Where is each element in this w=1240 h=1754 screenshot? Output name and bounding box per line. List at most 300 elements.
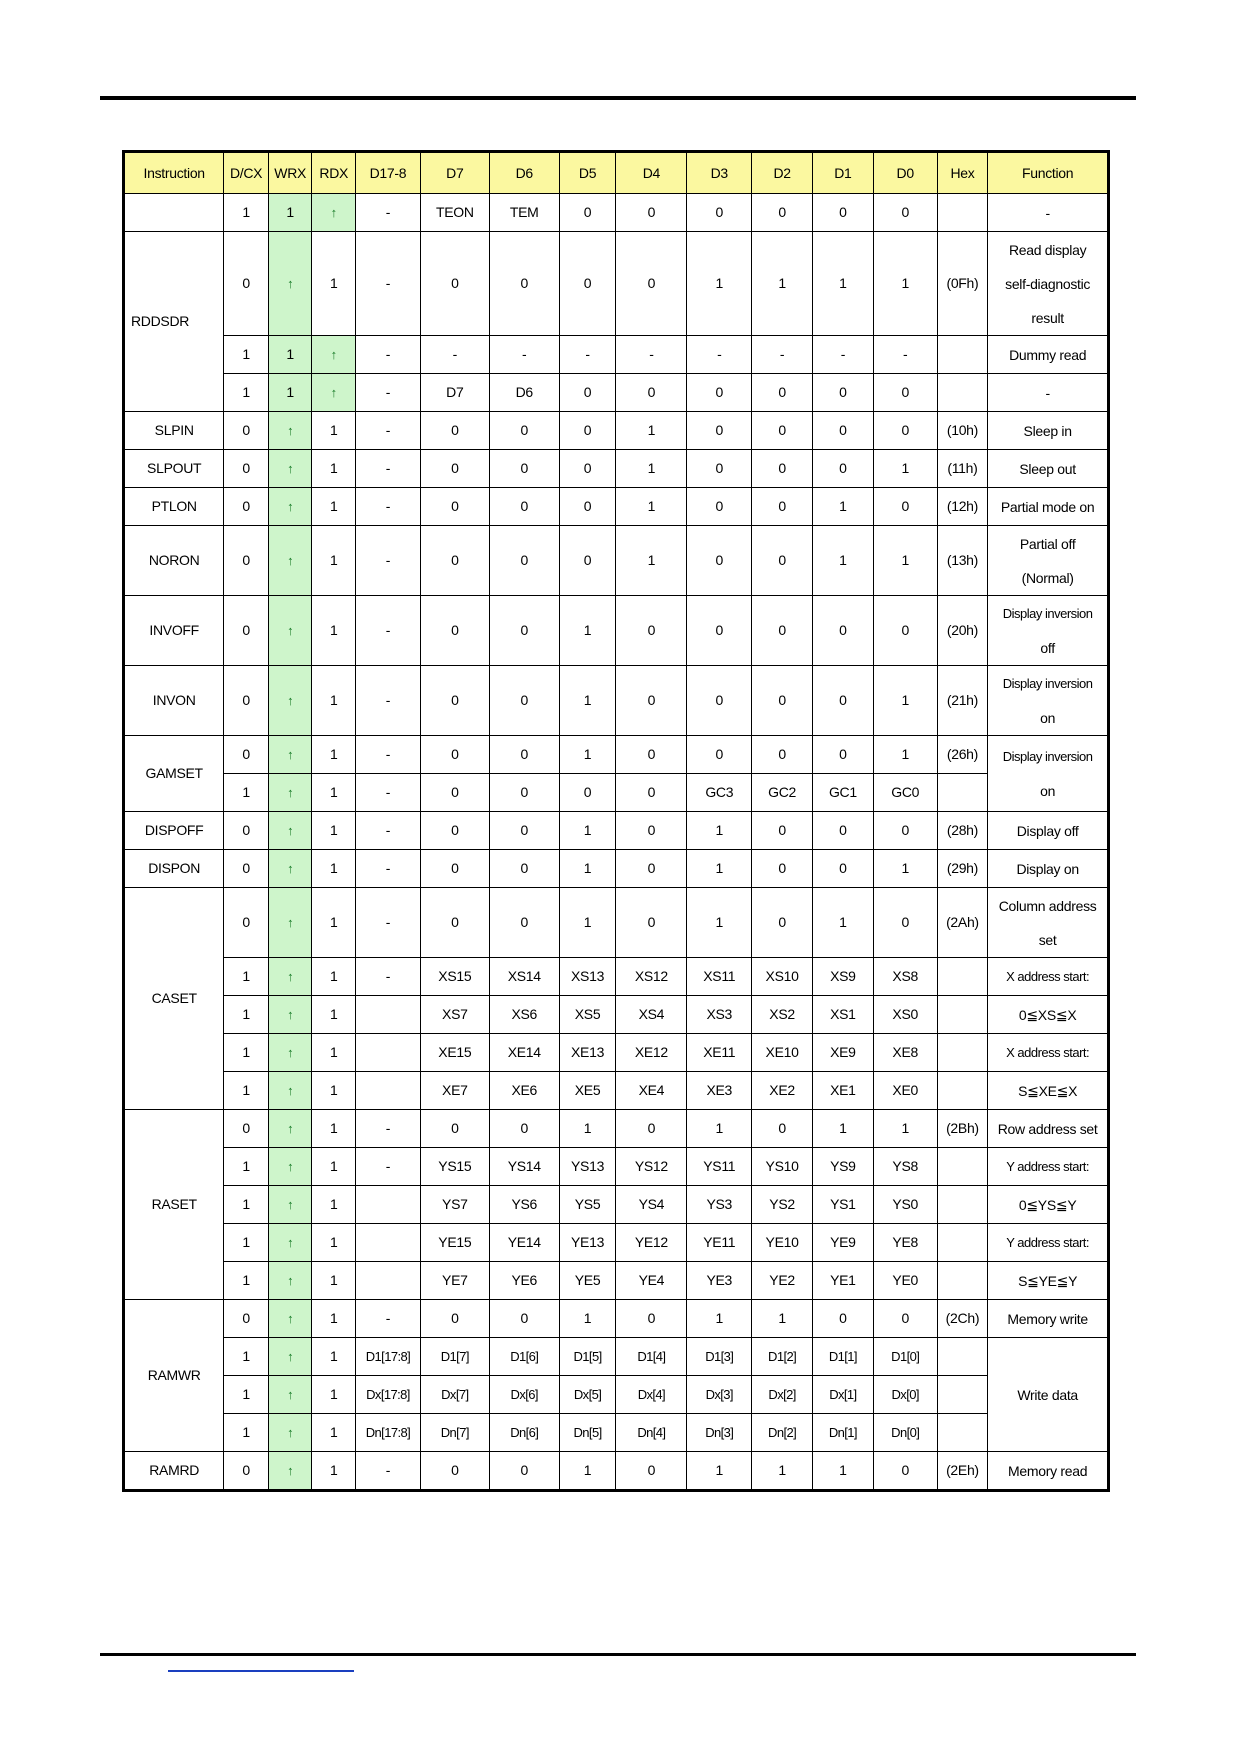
dcx-cell: 0 [224,232,269,336]
table-row [124,666,1109,736]
instruction-cell: INVON [124,666,224,736]
bit-cell: - [616,336,687,374]
bit-cell: D1[7] [420,1338,489,1376]
function-line: - [1045,204,1050,221]
bit-cell: TEON [420,194,489,232]
function-cell [988,958,1109,996]
function-cell [988,1186,1109,1224]
bit-cell: YS10 [752,1148,813,1186]
d17-8-cell: - [356,1452,421,1491]
table-row [124,1376,1109,1414]
bit-cell: 0 [873,596,937,666]
d17-8-cell: - [356,774,421,812]
dcx-cell: 0 [224,850,269,888]
bit-cell: Dn[3] [687,1414,752,1452]
bit-cell: GC3 [687,774,752,812]
hex-cell [937,1072,988,1110]
rdx-cell: 1 [312,736,356,774]
function-line: 0≦YS≦Y [1018,1196,1077,1213]
hex-cell: (26h) [937,736,988,774]
bit-cell: 1 [687,1110,752,1148]
wrx-cell: ↑ [268,666,312,736]
hex-cell [937,958,988,996]
bit-cell: 1 [616,488,687,526]
bit-cell: 0 [420,526,489,596]
bit-cell: YE12 [616,1224,687,1262]
bit-cell: XE1 [812,1072,873,1110]
rdx-cell: ↑ [312,336,356,374]
bit-cell: YE9 [812,1224,873,1262]
bit-cell: Dn[5] [559,1414,616,1452]
bit-cell: 0 [616,194,687,232]
function-line: 0≦XS≦X [1018,1006,1077,1023]
bit-cell: - [559,336,616,374]
bit-cell: XS7 [420,996,489,1034]
column-header: Function [988,152,1109,194]
bit-cell: YS14 [489,1148,559,1186]
d17-8-cell [356,1186,421,1224]
bit-cell: D7 [420,374,489,412]
hex-cell [937,1148,988,1186]
bit-cell: 1 [559,1300,616,1338]
bit-cell: XS4 [616,996,687,1034]
bit-cell: YS4 [616,1186,687,1224]
bit-cell: YS1 [812,1186,873,1224]
function-cell [988,1300,1109,1338]
bit-cell: 0 [812,374,873,412]
hex-cell: (12h) [937,488,988,526]
column-header: RDX [312,152,356,194]
wrx-cell: ↑ [268,1224,312,1262]
rdx-cell: 1 [312,596,356,666]
bit-cell: 0 [489,1110,559,1148]
bit-cell: D1[2] [752,1338,813,1376]
function-line: X address start: [1006,1044,1090,1060]
bit-cell: XE0 [873,1072,937,1110]
bit-cell: 1 [752,1300,813,1338]
bit-cell: 0 [420,666,489,736]
rdx-cell: 1 [312,1414,356,1452]
column-header: D5 [559,152,616,194]
column-header: D0 [873,152,937,194]
bit-cell: 0 [420,888,489,958]
bit-cell: YE1 [812,1262,873,1300]
hex-cell: (2Eh) [937,1452,988,1491]
rdx-cell: 1 [312,1110,356,1148]
bit-cell: 1 [812,526,873,596]
hex-cell [937,1338,988,1376]
bit-cell: GC2 [752,774,813,812]
bit-cell: 0 [752,812,813,850]
wrx-cell: ↑ [268,1148,312,1186]
bit-cell: XE7 [420,1072,489,1110]
function-line: Y address start: [1006,1158,1090,1174]
bit-cell: XE3 [687,1072,752,1110]
column-header: Hex [937,152,988,194]
bit-cell: D1[4] [616,1338,687,1376]
bit-cell: 0 [420,450,489,488]
bit-cell: Dn[2] [752,1414,813,1452]
bit-cell: 0 [687,526,752,596]
bit-cell: 0 [616,596,687,666]
table-row [124,1034,1109,1072]
dcx-cell: 1 [224,194,269,232]
bit-cell: 0 [489,666,559,736]
table-row [124,526,1109,596]
bit-cell: 0 [687,488,752,526]
dcx-cell: 1 [224,1186,269,1224]
wrx-cell: ↑ [268,774,312,812]
dcx-cell: 1 [224,1072,269,1110]
bit-cell: 0 [752,1110,813,1148]
bit-cell: 0 [420,812,489,850]
rdx-cell: 1 [312,958,356,996]
instruction-cell: GAMSET [124,736,224,812]
function-cell [988,526,1109,596]
bit-cell: Dx[5] [559,1376,616,1414]
bit-cell: 0 [752,194,813,232]
bit-cell: 1 [873,526,937,596]
bit-cell: D1[1] [812,1338,873,1376]
function-line: Sleep in [1023,422,1072,439]
d17-8-cell: - [356,666,421,736]
function-line: self-diagnostic [1005,275,1091,292]
bit-cell: 0 [616,232,687,336]
function-cell [988,374,1109,412]
bit-cell: 0 [812,450,873,488]
wrx-cell: ↑ [268,1186,312,1224]
rdx-cell: 1 [312,1186,356,1224]
bit-cell: 0 [489,232,559,336]
rdx-cell: 1 [312,1224,356,1262]
bit-cell: 0 [812,666,873,736]
instruction-cell: PTLON [124,488,224,526]
dcx-cell: 0 [224,450,269,488]
bit-cell: YE7 [420,1262,489,1300]
bit-cell: 1 [559,666,616,736]
bit-cell: XE6 [489,1072,559,1110]
bit-cell: 1 [687,1300,752,1338]
rdx-cell: 1 [312,1452,356,1491]
d17-8-cell: - [356,232,421,336]
bit-cell: 0 [420,232,489,336]
instruction-cell: RAMRD [124,1452,224,1491]
bit-cell: 0 [752,526,813,596]
rdx-cell: 1 [312,666,356,736]
bit-cell: XS9 [812,958,873,996]
dcx-cell: 1 [224,1224,269,1262]
dcx-cell: 0 [224,412,269,450]
wrx-cell: ↑ [268,958,312,996]
table-row [124,1148,1109,1186]
d17-8-cell: Dx[17:8] [356,1376,421,1414]
bit-cell: 1 [559,888,616,958]
table-row [124,996,1109,1034]
column-header: D3 [687,152,752,194]
bit-cell: YE8 [873,1224,937,1262]
bit-cell: 0 [420,736,489,774]
function-line: Memory write [1007,1310,1088,1327]
bit-cell: XS11 [687,958,752,996]
bit-cell: 0 [616,850,687,888]
bit-cell: 0 [873,1452,937,1491]
bit-cell: 0 [687,666,752,736]
d17-8-cell: - [356,194,421,232]
bit-cell: 0 [687,596,752,666]
bit-cell: 0 [873,412,937,450]
bit-cell: Dx[4] [616,1376,687,1414]
d17-8-cell: - [356,488,421,526]
dcx-cell: 0 [224,1452,269,1491]
bit-cell: 1 [559,812,616,850]
bit-cell: 1 [559,1110,616,1148]
rdx-cell: 1 [312,996,356,1034]
bit-cell: GC0 [873,774,937,812]
bit-cell: YS0 [873,1186,937,1224]
hex-cell: (2Bh) [937,1110,988,1148]
function-cell [988,850,1109,888]
table-row [124,958,1109,996]
hex-cell [937,1414,988,1452]
bit-cell: 0 [489,1300,559,1338]
table-row [124,336,1109,374]
d17-8-cell [356,1072,421,1110]
bit-cell: 1 [616,526,687,596]
rdx-cell: 1 [312,488,356,526]
bit-cell: 1 [752,232,813,336]
function-line: Write data [1017,1386,1078,1403]
table-row [124,888,1109,958]
dcx-cell: 1 [224,1376,269,1414]
hex-cell [937,1186,988,1224]
function-line: S≦YE≦Y [1018,1272,1078,1289]
bit-cell: XS10 [752,958,813,996]
dcx-cell: 0 [224,812,269,850]
d17-8-cell: - [356,526,421,596]
table-row [124,1262,1109,1300]
bit-cell: 0 [559,450,616,488]
rdx-cell: 1 [312,450,356,488]
hex-cell: (2Ch) [937,1300,988,1338]
header-rule [100,96,1136,100]
bit-cell: 1 [812,888,873,958]
bit-cell: XE15 [420,1034,489,1072]
table-row [124,374,1109,412]
bit-cell: XS14 [489,958,559,996]
function-cell [988,1452,1109,1491]
bit-cell: XS8 [873,958,937,996]
rdx-cell: 1 [312,1300,356,1338]
bit-cell: 1 [873,736,937,774]
table-row [124,488,1109,526]
rdx-cell: ↑ [312,194,356,232]
bit-cell: XE12 [616,1034,687,1072]
dcx-cell: 0 [224,1300,269,1338]
bit-cell: 0 [873,888,937,958]
rdx-cell: 1 [312,812,356,850]
function-cell [988,736,1109,812]
bit-cell: 1 [752,1452,813,1491]
wrx-cell: ↑ [268,488,312,526]
bit-cell: XE14 [489,1034,559,1072]
bit-cell: XS13 [559,958,616,996]
table-row [124,812,1109,850]
instruction-cell: SLPIN [124,412,224,450]
bit-cell: YE2 [752,1262,813,1300]
dcx-cell: 1 [224,374,269,412]
instruction-cell: DISPON [124,850,224,888]
table-row [124,596,1109,666]
d17-8-cell: - [356,958,421,996]
rdx-cell: 1 [312,232,356,336]
bit-cell: 0 [420,1300,489,1338]
bit-cell: YE3 [687,1262,752,1300]
wrx-cell: ↑ [268,888,312,958]
bit-cell: YE13 [559,1224,616,1262]
wrx-cell: ↑ [268,1338,312,1376]
bit-cell: 0 [489,488,559,526]
bit-cell: 1 [873,232,937,336]
bit-cell: XE11 [687,1034,752,1072]
function-cell [988,336,1109,374]
bit-cell: 0 [489,450,559,488]
wrx-cell: ↑ [268,232,312,336]
footer-rule [100,1653,1136,1656]
instruction-cell: RASET [124,1110,224,1300]
instruction-cell: RDDSDR [124,232,224,412]
bit-cell: 1 [559,1452,616,1491]
rdx-cell: 1 [312,1034,356,1072]
bit-cell: 0 [616,1110,687,1148]
bit-cell: 0 [752,666,813,736]
bit-cell: 0 [616,666,687,736]
function-line: on [1040,709,1056,726]
wrx-cell: ↑ [268,812,312,850]
bit-cell: 0 [559,412,616,450]
bit-cell: XS0 [873,996,937,1034]
d17-8-cell: - [356,412,421,450]
instruction-cell: CASET [124,888,224,1110]
function-cell [988,488,1109,526]
wrx-cell: ↑ [268,1300,312,1338]
bit-cell: YS9 [812,1148,873,1186]
function-line: Display off [1016,822,1079,839]
table-row [124,1224,1109,1262]
bit-cell: 0 [559,374,616,412]
bit-cell: 0 [420,488,489,526]
bit-cell: 0 [752,850,813,888]
wrx-cell: 1 [268,336,312,374]
bit-cell: 0 [420,850,489,888]
d17-8-cell [356,1224,421,1262]
bit-cell: - [420,336,489,374]
bit-cell: YS2 [752,1186,813,1224]
hex-cell: (28h) [937,812,988,850]
dcx-cell: 1 [224,958,269,996]
instruction-cell [124,194,224,232]
bit-cell: 1 [559,850,616,888]
bit-cell: YE6 [489,1262,559,1300]
instruction-cell: SLPOUT [124,450,224,488]
wrx-cell: 1 [268,374,312,412]
bit-cell: 0 [812,736,873,774]
d17-8-cell: Dn[17:8] [356,1414,421,1452]
rdx-cell: 1 [312,1072,356,1110]
d17-8-cell: D1[17:8] [356,1338,421,1376]
bit-cell: Dn[0] [873,1414,937,1452]
hex-cell: (29h) [937,850,988,888]
bit-cell: 1 [687,232,752,336]
bit-cell: 0 [873,1300,937,1338]
bit-cell: 1 [812,232,873,336]
bit-cell: XS12 [616,958,687,996]
function-cell [988,1224,1109,1262]
bit-cell: YE11 [687,1224,752,1262]
bit-cell: XS5 [559,996,616,1034]
hex-cell [937,336,988,374]
hex-cell [937,374,988,412]
bit-cell: XS6 [489,996,559,1034]
bit-cell: XE4 [616,1072,687,1110]
bit-cell: 0 [752,596,813,666]
function-line: - [1045,384,1050,401]
table-body [124,194,1109,1491]
bit-cell: 0 [812,412,873,450]
bit-cell: 0 [420,412,489,450]
bit-cell: D1[0] [873,1338,937,1376]
hex-cell [937,1034,988,1072]
function-line: Partial off [1019,535,1076,552]
bit-cell: XE13 [559,1034,616,1072]
function-line: S≦XE≦X [1018,1082,1078,1099]
bit-cell: - [752,336,813,374]
d17-8-cell: - [356,1110,421,1148]
wrx-cell: ↑ [268,850,312,888]
bit-cell: 0 [687,412,752,450]
bit-cell: 1 [687,812,752,850]
bit-cell: YS15 [420,1148,489,1186]
bit-cell: 0 [559,232,616,336]
bit-cell: 0 [420,1452,489,1491]
hex-cell: (13h) [937,526,988,596]
bit-cell: 0 [420,774,489,812]
bit-cell: Dx[7] [420,1376,489,1414]
d17-8-cell: - [356,888,421,958]
bit-cell: XE10 [752,1034,813,1072]
function-cell [988,450,1109,488]
dcx-cell: 1 [224,1148,269,1186]
bit-cell: 0 [489,736,559,774]
column-header: D2 [752,152,813,194]
table-row [124,1300,1109,1338]
rdx-cell: 1 [312,774,356,812]
bit-cell: YS7 [420,1186,489,1224]
wrx-cell: ↑ [268,596,312,666]
function-line: Memory read [1008,1462,1088,1479]
table-row [124,194,1109,232]
hex-cell: (10h) [937,412,988,450]
column-header: D1 [812,152,873,194]
bit-cell: 0 [873,488,937,526]
hex-cell: (2Ah) [937,888,988,958]
bit-cell: 0 [489,596,559,666]
bit-cell: XE5 [559,1072,616,1110]
bit-cell: 1 [812,1452,873,1491]
footer-link[interactable] [168,1670,354,1672]
table-row [124,736,1109,774]
function-cell [988,412,1109,450]
column-header: Instruction [124,152,224,194]
